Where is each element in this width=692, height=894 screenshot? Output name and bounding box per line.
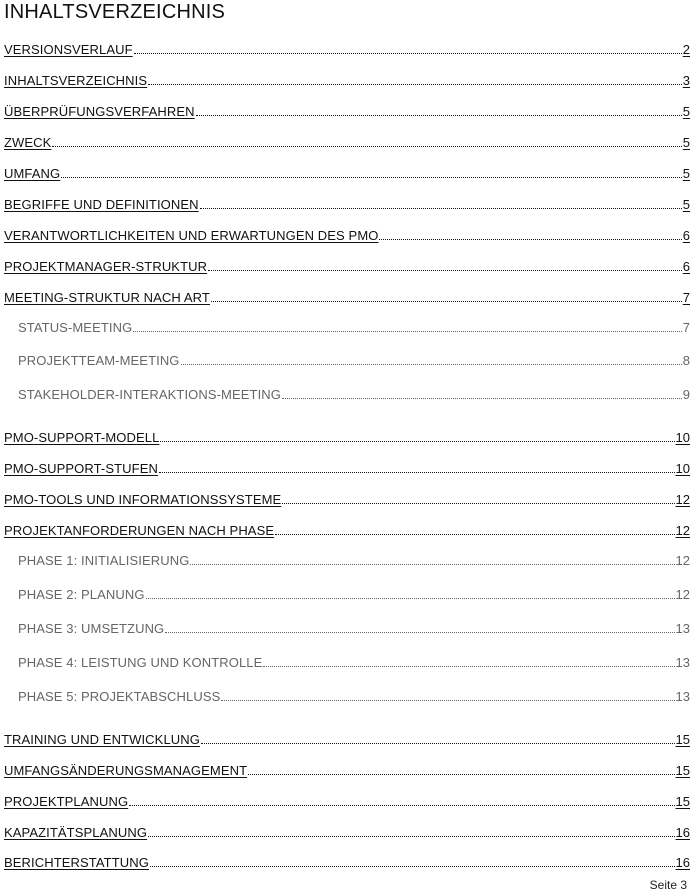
page-title: INHALTSVERZEICHNIS [4,1,226,23]
toc-entry-title: PMO-SUPPORT-MODELL [4,430,160,445]
toc-subentry[interactable] [18,351,690,369]
toc-dot-leader [165,632,674,633]
toc-entry[interactable] [4,853,690,871]
toc-dot-leader [160,441,674,442]
toc-entry-title: STAKEHOLDER-INTERAKTIONS-MEETING [18,387,281,402]
toc-entry-title: PROJEKTANFORDERUNGEN NACH PHASE [4,523,275,538]
toc-entry-title: ÜBERPRÜFUNGSVERFAHREN [4,104,195,119]
toc-dot-leader [129,805,674,806]
toc-dot-leader [379,239,681,240]
toc-dot-leader [263,666,674,667]
toc-dot-leader [148,84,682,85]
toc-page-number: 12 [675,587,690,602]
toc-dot-leader [282,503,674,504]
toc-page-number: 15 [675,732,690,747]
toc-entry-title: PROJEKTTEAM-MEETING [18,353,180,368]
toc-dot-leader [275,534,674,535]
toc-subentry[interactable] [18,687,690,705]
toc-subentry[interactable] [18,551,690,569]
toc-page-number: 16 [675,825,690,840]
toc-entry[interactable] [4,195,690,213]
toc-entry[interactable] [4,164,690,182]
toc-page-number: 8 [682,353,690,368]
toc-entry-title: VERSIONSVERLAUF [4,42,133,57]
toc-entry[interactable] [4,761,690,779]
toc-entry[interactable] [4,521,690,539]
toc-entry[interactable] [4,823,690,841]
toc-entry[interactable] [4,133,690,151]
toc-dot-leader [159,472,675,473]
toc-entry[interactable] [4,730,690,748]
toc-entry-title: KAPAZITÄTSPLANUNG [4,825,148,840]
toc-entry[interactable] [4,102,690,120]
toc-entry-title: STATUS-MEETING [18,320,133,335]
toc-dot-leader [52,146,681,147]
toc-entry-title: PMO-SUPPORT-STUFEN [4,461,158,476]
toc-dot-leader [282,398,682,399]
toc-entry-title: ZWECK [4,135,52,150]
toc-dot-leader [181,364,682,365]
toc-entry-title: PROJEKTMANAGER-STRUKTUR [4,259,208,274]
toc-entry-title: UMFANG [4,166,61,181]
toc-page-number: 13 [675,689,690,704]
toc-entry-title: PHASE 2: PLANUNG [18,587,145,602]
toc-page-number: 6 [682,259,690,274]
toc-entry-title: TRAINING UND ENTWICKLUNG [4,732,200,747]
toc-page-number: 12 [675,492,690,507]
toc-entry[interactable] [4,257,690,275]
toc-subentry[interactable] [18,318,690,336]
toc-subentry[interactable] [18,385,690,403]
toc-dot-leader [208,270,682,271]
toc-entry-title: PROJEKTPLANUNG [4,794,129,809]
toc-entry[interactable] [4,288,690,306]
toc-entry-title: BEGRIFFE UND DEFINITIONEN [4,197,199,212]
toc-dot-leader [134,53,682,54]
toc-entry-title: PHASE 1: INITIALISIERUNG [18,553,190,568]
toc-subentry[interactable] [18,653,690,671]
toc-page-number: 13 [675,621,690,636]
toc-page-number: 16 [675,855,690,870]
toc-page-number: 6 [682,228,690,243]
toc-entry[interactable] [4,428,690,446]
toc-page-number: 12 [675,523,690,538]
toc-entry-title: PHASE 3: UMSETZUNG [18,621,165,636]
toc-entry[interactable] [4,490,690,508]
toc-dot-leader [221,700,674,701]
toc-dot-leader [150,866,675,867]
toc-dot-leader [146,598,675,599]
toc-page-number: 7 [682,290,690,305]
toc-entry-title: UMFANGSÄNDERUNGSMANAGEMENT [4,763,248,778]
toc-entry-title: PHASE 4: LEISTUNG UND KONTROLLE [18,655,263,670]
toc-entry[interactable] [4,226,690,244]
toc-page-number: 9 [682,387,690,402]
toc-dot-leader [201,743,675,744]
toc-entry-title: PMO-TOOLS UND INFORMATIONSSYSTEME [4,492,282,507]
toc-dot-leader [133,331,681,332]
toc-page-number: 5 [682,104,690,119]
toc-dot-leader [248,774,674,775]
toc-dot-leader [200,208,682,209]
page-footer: Seite 3 [649,878,687,892]
toc-subentry[interactable] [18,619,690,637]
toc-entry-title: BERICHTERSTATTUNG [4,855,149,870]
toc-dot-leader [190,564,674,565]
toc-page-number: 13 [675,655,690,670]
toc-page-number: 7 [682,320,690,335]
toc-dot-leader [61,177,682,178]
toc-dot-leader [211,301,682,302]
toc-page-number: 15 [675,763,690,778]
toc-entry[interactable] [4,40,690,58]
toc-subentry[interactable] [18,585,690,603]
toc-entry-title: INHALTSVERZEICHNIS [4,73,148,88]
toc-entry[interactable] [4,71,690,89]
toc-entry-title: MEETING-STRUKTUR NACH ART [4,290,210,305]
toc-page-number: 10 [675,430,690,445]
toc-dot-leader [148,836,674,837]
toc-dot-leader [196,115,682,116]
toc-page-number: 10 [675,461,690,476]
toc-page-number: 5 [682,197,690,212]
toc-page-number: 3 [682,73,690,88]
toc-page-number: 2 [682,42,690,57]
toc-page-number: 5 [682,135,690,150]
toc-page-number: 15 [675,794,690,809]
toc-entry-title: PHASE 5: PROJEKTABSCHLUSS [18,689,221,704]
toc-page-number: 5 [682,166,690,181]
toc-entry[interactable] [4,792,690,810]
toc-entry-title: VERANTWORTLICHKEITEN UND ERWARTUNGEN DES PMO [4,228,379,243]
toc-entry[interactable] [4,459,690,477]
toc-page-number: 12 [675,553,690,568]
